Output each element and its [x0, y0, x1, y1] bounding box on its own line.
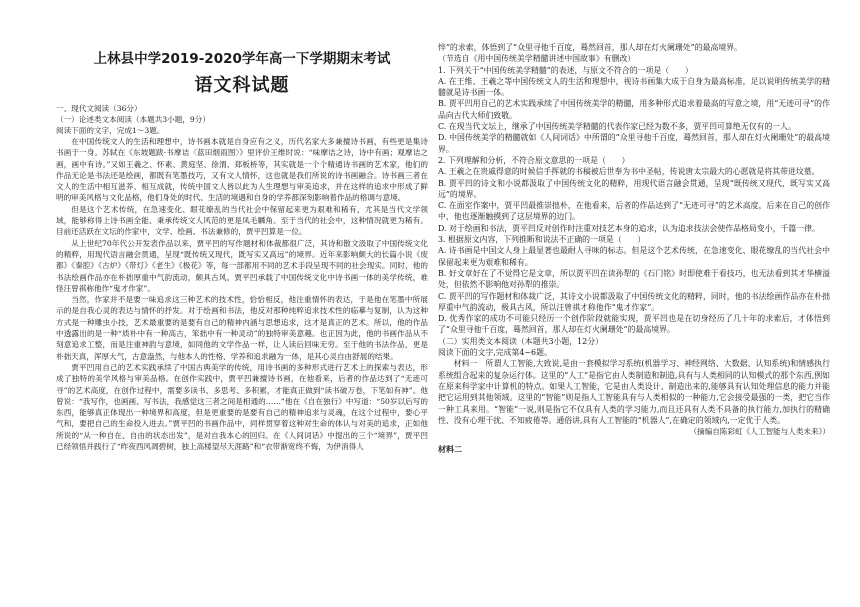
school-title: 上林县中学2019-2020学年高一下学期期末考试 — [93, 51, 391, 67]
paragraph: 当然，作家并不是要一味追求这三种艺术的技术性，恰恰相反，他注重情怀的表达，于是他在笔墨中所展示的是自我心灵的表达与情怀的抒发。对于绘画和书法，他反对那种纯粹追求技术性的临摹与复制，认为这种方式是一种雕虫小技，艺术最重要的是要有自己的精神内涵与思想追求，这才是真正的艺术。所以，他的作品中透露出的是一种“质朴中有一种高古，笨拙中有一种灵动”的独特审美意趣。也正因为此，他的书画作品从不刻意追求工整，而是注重神韵与意境，如同他的文学作品一样，让人读后回味无穷。至于他的书法作品，更是朴拙天真，浑厚大气，古意盎然，与他本人的性格、学养和追求融为一体，是其心灵自由舒展的结果。 — [56, 295, 428, 361]
section-heading-2: （二）实用类文本阅读（本题共3小题，12分） — [438, 336, 603, 346]
option-2b: B. 贾平凹的诗文和小说都汲取了中国传统文化的精粹，用现代语言融会贯通，呈现“既传统又现代，既写实又高远”的境界。 — [438, 178, 830, 199]
option-3c: C. 贾平凹的写作题材和体裁广泛，其诗文小说都汲取了中国传统文化的精粹，同时，他的书法绘画作品亦在朴拙厚重中气韵流动，极具古风，所以汪曾祺才称他作“鬼才作家”。 — [438, 291, 830, 312]
question-1: 1. 下列关于“中国传统美学精髓”的表述，与原文不符合的一项是（ ） — [438, 65, 693, 75]
section-heading: 一、现代文阅读（36分） — [56, 104, 142, 113]
question-2: 2. 下列理解和分析，不符合原文意思的一项是（ ） — [438, 155, 630, 165]
subject-title: 语文科试题 — [194, 75, 290, 96]
paragraph: 在中国传统文人的生活和理想中，诗书画本就是自身应有之义，历代名家大多兼擅诗书画，有些更是集诗书画于一身。苏轼在《东坡题跋·书摩诘〈蓝田烟雨图〉》里评价王维时说：“味摩诘之诗，诗中有画；观摩诘之画，画中有诗。”又如王羲之、怀素、黄庭坚、徐渭、郑板桥等，其实就是一个个精通诗书画的艺术家，他们的作品无论是书法还是绘画，都既有笔墨技巧，又有文人情怀，这也就是我们所说的诗书画融合。诗书画三者在文人的生活中相互滋养、相互成就，传统中国文人皆以此为人生理想与审美追求，并在这样的追求中形成了鲜明的审美风格与文化品格，他们身处的时代、生活的境遇和自身的学养都深刻影响着作品的格调与意境。 — [56, 137, 428, 203]
option-1b: B. 贾平凹用自己的艺术实践承续了中国传统美学的精髓，用多种形式追求着最高的写意之境，用“无迹可寻”的作品向古代大师们致敬。 — [438, 99, 830, 120]
question-3: 3. 根据原文内容，下列推断和说法不正确的一项是（ ） — [438, 235, 646, 245]
option-2a: A. 王羲之在贵戚得意的时候信手挥就的书稿被后世奉为书中圣帖，传说唐太宗最大的心愿就是将其带进坟墓。 — [438, 167, 820, 177]
option-3d: D. 优秀作家的成功不可能只经历一个创作阶段就能实现，贾平凹也是在切身经历了几十年的求索后，才体悟到了“众里寻他千百度，蓦然回首，那人却在灯火阑珊处”的最高境界。 — [438, 314, 830, 335]
paragraph: 贾平凹用自己的艺术实践承续了中国古典美学的传统，用诗书画的多种形式进行艺术上的探索与表达，形成了独特的美学风格与审美品格。在创作实践中，贾平凹兼擅诗书画，在他看来，后者的作品达到了“无迹可寻”的艺术高度，在创作过程中，需要多读书、多思考、多积累，才能真正做到“读书破万卷，下笔如有神”。他曾说：“我写作，也画画、写书法，我感觉这三者之间是相通的……”他在《自在独行》中写道：“50岁以后写的东西，能够真正体现出一种境界和高度，但是更重要的是要有自己的精神追求与灵魂，在这个过程中，要心平气和，要把自己的生命投入进去。”贾平凹的书画作品中，同样贯穿着这种对生命的体认与对美的追求，正如他所说的“从一种自在、自由的状态出发”，是对自我本心的回归。在《人间词话》中提出的三个“境界”，贾平凹已经领悟并践行了“昨夜西风凋碧树，独上高楼望尽天涯路”和“衣带渐宽终不悔，为伊消得人 — [56, 362, 428, 452]
option-1a: A. 在王维、王羲之等中国传统文人的生活和理想中，视诗书画集大成于自身为最高标准，足以说明传统美学的精髓就是诗书画一体。 — [438, 76, 830, 98]
right-column — [438, 42, 830, 602]
option-1d: D. 中国传统美学的精髓就如《人间词话》中所谓的“众里寻他千百度，蓦然回首，那人却在灯火阑珊处”的最高境界。 — [438, 133, 830, 154]
paragraph-continuation: 悴”的求索，体悟到了“众里寻他千百度，蓦然回首，那人却在灯火阑珊处”的最高境界。 — [438, 43, 743, 52]
option-2d: D. 对于绘画和书法，贾平凹反对创作时注重对技艺本身的追求，认为追求技法会使作品格局变小，千篇一律。 — [438, 223, 820, 233]
option-3a: A. 诗书画是中国文人身上最显著也最耐人寻味的标志。但是这个艺术传统，在急速变化、眼花缭乱的当代社会中保留起来更为艰难和稀有。 — [438, 246, 830, 267]
paragraph: 但是这个艺术传统，在急速变化、眼花缭乱的当代社会中保留起来更为艰难和稀有，尤其是当代文学领域，能够称得上诗书画全能、秉承传统文人风范的更是凤毛麟角。至于当代的社会中，这种情况就更为稀有。目前还活跃在文坛的作家中，文学、绘画、书法兼修的，贾平凹算是一位。 — [56, 204, 428, 237]
option-2c: C. 在面室作案中，贾平凹最推崇拙朴，在他看来，后者的作品达到了“无迹可寻”的艺术高度，后来在自己的创作中，他也逐渐触摸到了这层境界的边门。 — [438, 201, 830, 222]
material-one: 材料一 所谓人工智能,大致说,是由一套模拟学习系统(机器学习、神经网络、大数据、认知系统)和情感执行系统组合起来的复杂运行体。这里的“人工”是指它由人类制造和制造,具有与人类相同的认知模式的那个东西,例如在原来科学家中计算机的特点。如果人工智能，它是由人类设计、制造出来的,能够具有认知处理信息的能力并能把它运用到其他领域。这里的“智能”则是指人工智能具有与人类相似的一种能力,它会接受最强的一类，把它当作一种工具来用。“智能”一说,则是指它不仅具有人类的学习能力,而且还具有人类不具备的执行能力,加执行的精确性、没有心理干扰、不知疲倦等。通俗讲,具有人工智能的“机器人”,在确定的领域内,一定优于人类。 — [438, 359, 830, 425]
material-two-label: 材料二 — [438, 444, 462, 455]
left-column — [56, 50, 428, 602]
source-note-2: （摘编自陈彩虹《人工智能与人类未来》） — [689, 427, 830, 437]
source-note: （节选自《用中国传统美学精髓讲述中国故事》有删改） — [438, 54, 636, 64]
option-1c: C. 在现当代文坛上，继承了中国传统美学精髓的代表作家已经为数不多，贾平凹可算绝无仅有的一人。 — [438, 122, 796, 132]
reading-instruction-2: 阅读下面的文字,完成第4~6题。 — [438, 348, 552, 358]
reading-instruction: 阅读下面的文字，完成1～3题。 — [56, 126, 165, 135]
option-3b: B. 好文章好在了不觉得它是文章，所以贾平凹在读孙犁的《石门铭》时即使难于看技巧，也无法看到其才华横溢处，但依然不影响他对孙犁的推崇。 — [438, 268, 830, 290]
subsection-heading: （一）论述类文本阅读（本题共3小题，9分） — [56, 115, 210, 124]
paragraph: 从上世纪70年代公开发表作品以来，贾平凹的写作题材和体裁都很广泛，其诗和散文汲取了中国传统文化的精粹，用现代语言融会贯通，呈现“既传统又现代，既写实又高远”的境界。近年来影响颇大的长篇小说《废都》《秦腔》《古炉》《带灯》《老生》《极花》等，每一部都用不同的艺术手段呈现不同的社会现实。同时，他的书法绘画作品亦在朴拙厚重中气韵流动，颇具古风。贾平凹承载了中国传统文化中诗书画一体的美学传统，难怪汪曾祺称他作“鬼才作家”。 — [56, 238, 428, 293]
